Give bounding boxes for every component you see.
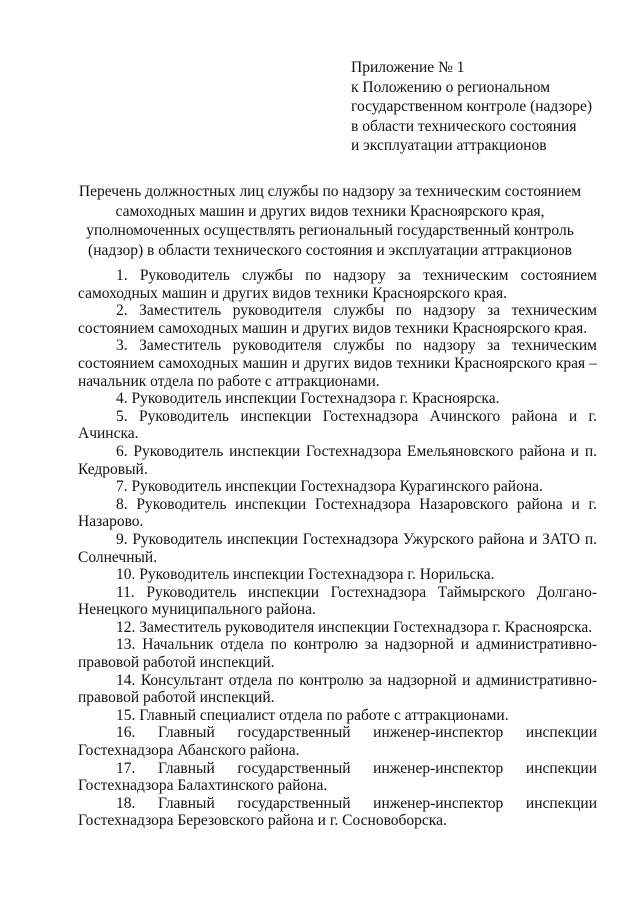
title-line: самоходных машин и других видов техники Красноярского края, <box>115 202 545 220</box>
list-item: 3. Заместитель руководителя службы по надзору за техническим состоянием самоходных машин и других видов техники Красноярского края – начальник отдела по работе с аттракционами. <box>78 337 597 390</box>
title-line: (надзор) в области технического состояния и эксплуатации аттракционов <box>88 241 572 259</box>
list-item: 13. Начальник отдела по контролю за надзорной и административно-правовой работой инспекций. <box>78 636 597 672</box>
list-item: 18. Главный государственный инженер-инспектор инспекции Гостехнадзора Березовского района и г. Сосновоборска. <box>78 794 597 830</box>
list-item: 7. Руководитель инспекции Гостехнадзора Курагинского района. <box>116 478 543 496</box>
list-item: 15. Главный специалист отдела по работе с аттракционами. <box>116 706 509 724</box>
title-line: Перечень должностных лиц службы по надзору за техническим состоянием <box>78 183 582 200</box>
list-item: 10. Руководитель инспекции Гостехнадзора г. Норильска. <box>116 566 495 584</box>
list-item: 16. Главный государственный инженер-инспектор инспекции Гостехнадзора Абанского района. <box>78 724 597 760</box>
list-item: 14. Консультант отдела по контролю за надзорной и административно-правовой работой инспекций. <box>78 671 597 707</box>
document-title <box>70 182 590 260</box>
title-line: уполномоченных осуществлять региональный государственный контроль <box>86 222 574 239</box>
appendix-line: к Положению о региональном <box>351 78 551 96</box>
list-item: 2. Заместитель руководителя службы по надзору за техническим состоянием самоходных машин и других видов техники Красноярского края. <box>78 302 597 337</box>
appendix-header <box>351 58 631 156</box>
appendix-line: государственном контроле (надзоре) <box>351 98 593 115</box>
list-item: 17. Главный государственный инженер-инспектор инспекции Гостехнадзора Балахтинского района. <box>78 759 597 795</box>
list-item: 6. Руководитель инспекции Гостехнадзора Емельяновского района и п. Кедровый. <box>78 442 597 478</box>
officials-list <box>78 267 597 830</box>
appendix-line: и эксплуатации аттракционов <box>351 137 547 154</box>
list-item: 4. Руководитель инспекции Гостехнадзора г. Красноярска. <box>116 390 500 408</box>
appendix-line: в области технического состояния <box>351 117 577 135</box>
list-item: 9. Руководитель инспекции Гостехнадзора Ужурского района и ЗАТО п. Солнечный. <box>78 530 597 566</box>
list-item: 11. Руководитель инспекции Гостехнадзора Таймырского Долгано-Ненецкого муниципального района. <box>78 583 597 619</box>
list-item: 8. Руководитель инспекции Гостехнадзора Назаровского района и г. Назарово. <box>78 495 597 531</box>
list-item: 12. Заместитель руководителя инспекции Гостехнадзора г. Красноярска. <box>116 618 593 636</box>
list-item: 5. Руководитель инспекции Гостехнадзора Ачинского района и г. Ачинска. <box>78 407 597 443</box>
appendix-line: Приложение № 1 <box>351 59 465 76</box>
list-item: 1. Руководитель службы по надзору за техническим состоянием самоходных машин и других видов техники Красноярского края. <box>78 267 597 302</box>
